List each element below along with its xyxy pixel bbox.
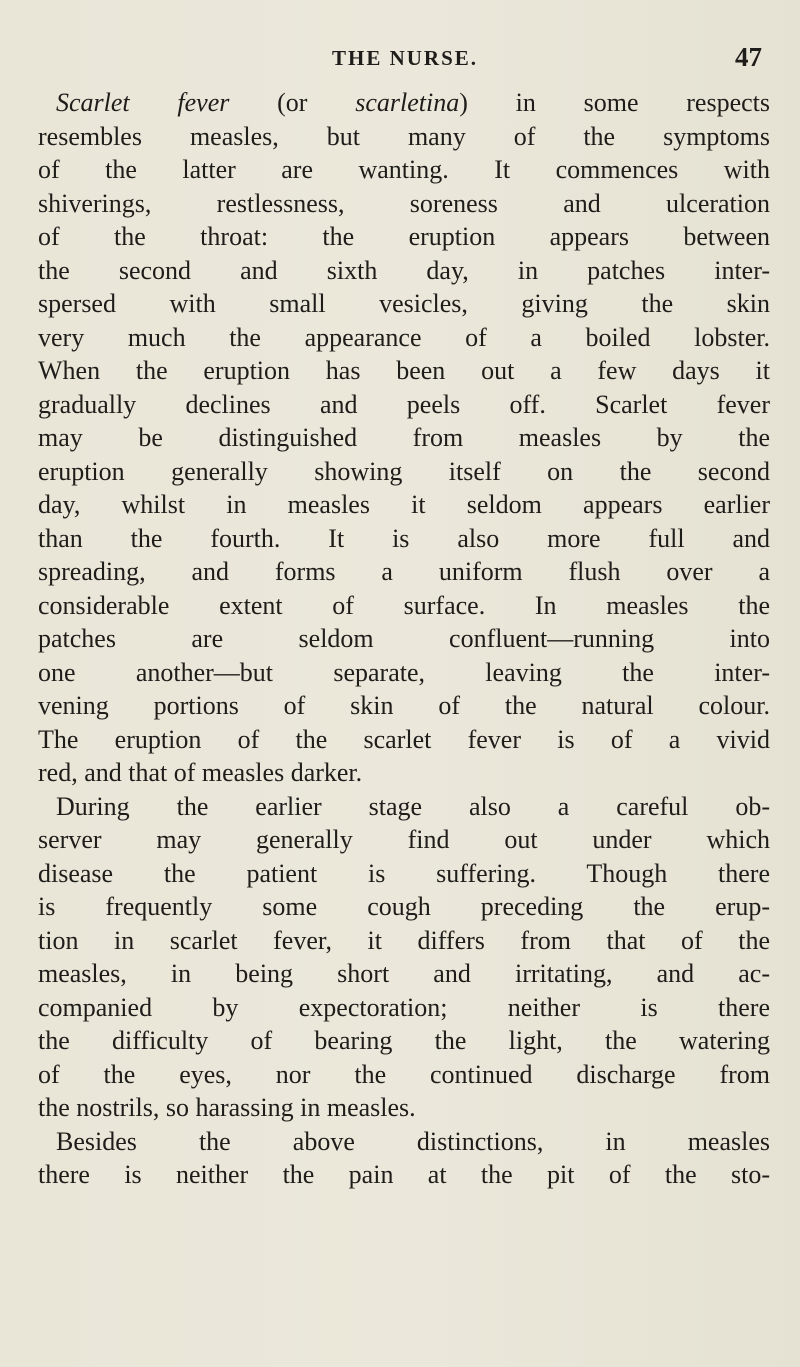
text-line xyxy=(38,86,770,120)
text-line: the difficulty of bearing the light, the watering xyxy=(38,1026,770,1055)
text-line: the nostrils, so harassing in measles. xyxy=(38,1093,416,1122)
text-line: there is neither the pain at the pit of the sto- xyxy=(38,1160,770,1189)
text-line: of the throat: the eruption appears between xyxy=(38,222,770,251)
text-line: Besides the above distinctions, in measles xyxy=(56,1126,770,1156)
text-line: The eruption of the scarlet fever is of a vivid xyxy=(38,724,770,754)
text-line: patches are seldom confluent—running into xyxy=(38,624,770,653)
text-line: resembles measles, but many of the symptoms xyxy=(38,121,770,151)
text-line: very much the appearance of a boiled lobster. xyxy=(38,322,770,352)
text-line: of the latter are wanting. It commences with xyxy=(38,155,770,184)
text-line: one another—but separate, leaving the inter- xyxy=(38,657,770,687)
text-line: measles, in being short and irritating, and ac- xyxy=(38,959,770,988)
page-number: 47 xyxy=(735,42,762,72)
text-line: disease the patient is suffering. Though there xyxy=(38,858,770,888)
text-line: red, and that of measles darker. xyxy=(38,758,363,787)
text-line: of the eyes, nor the continued discharge from xyxy=(38,1059,770,1089)
text-line: than the fourth. It is also more full and xyxy=(38,523,770,553)
running-title: THE NURSE. xyxy=(331,46,479,70)
text-line: gradually declines and peels off. Scarlet fever xyxy=(38,389,770,419)
text-line: spersed with small vesicles, giving the skin xyxy=(38,289,770,318)
text-line: server may generally find out under which xyxy=(38,825,770,854)
text-line: is frequently some cough preceding the erup- xyxy=(38,892,770,921)
text-line: shiverings, restlessness, soreness and ulceration xyxy=(38,188,770,218)
text-line: During the earlier stage also a careful ob- xyxy=(56,791,770,821)
text-line: the second and sixth day, in patches inter- xyxy=(38,255,770,285)
body-text xyxy=(38,86,770,1192)
text-fragment: ) in some respects xyxy=(459,88,770,117)
italic-term: scarletina xyxy=(355,88,460,117)
text-line: considerable extent of surface. In measles the xyxy=(38,590,770,620)
text-line: vening portions of skin of the natural colour. xyxy=(38,691,770,720)
text-fragment: (or xyxy=(229,88,356,117)
text-line: spreading, and forms a uniform flush over a xyxy=(38,557,770,586)
page-header xyxy=(40,42,770,82)
italic-term: Scarlet fever xyxy=(56,88,230,117)
text-line: may be distinguished from measles by the xyxy=(38,423,770,452)
text-line: companied by expectoration; neither is there xyxy=(38,992,770,1022)
text-line: eruption generally showing itself on the second xyxy=(38,456,770,486)
text-line: day, whilst in measles it seldom appears earlier xyxy=(38,490,770,519)
text-line: tion in scarlet fever, it differs from that of the xyxy=(38,925,770,955)
text-line: When the eruption has been out a few days it xyxy=(38,356,770,385)
